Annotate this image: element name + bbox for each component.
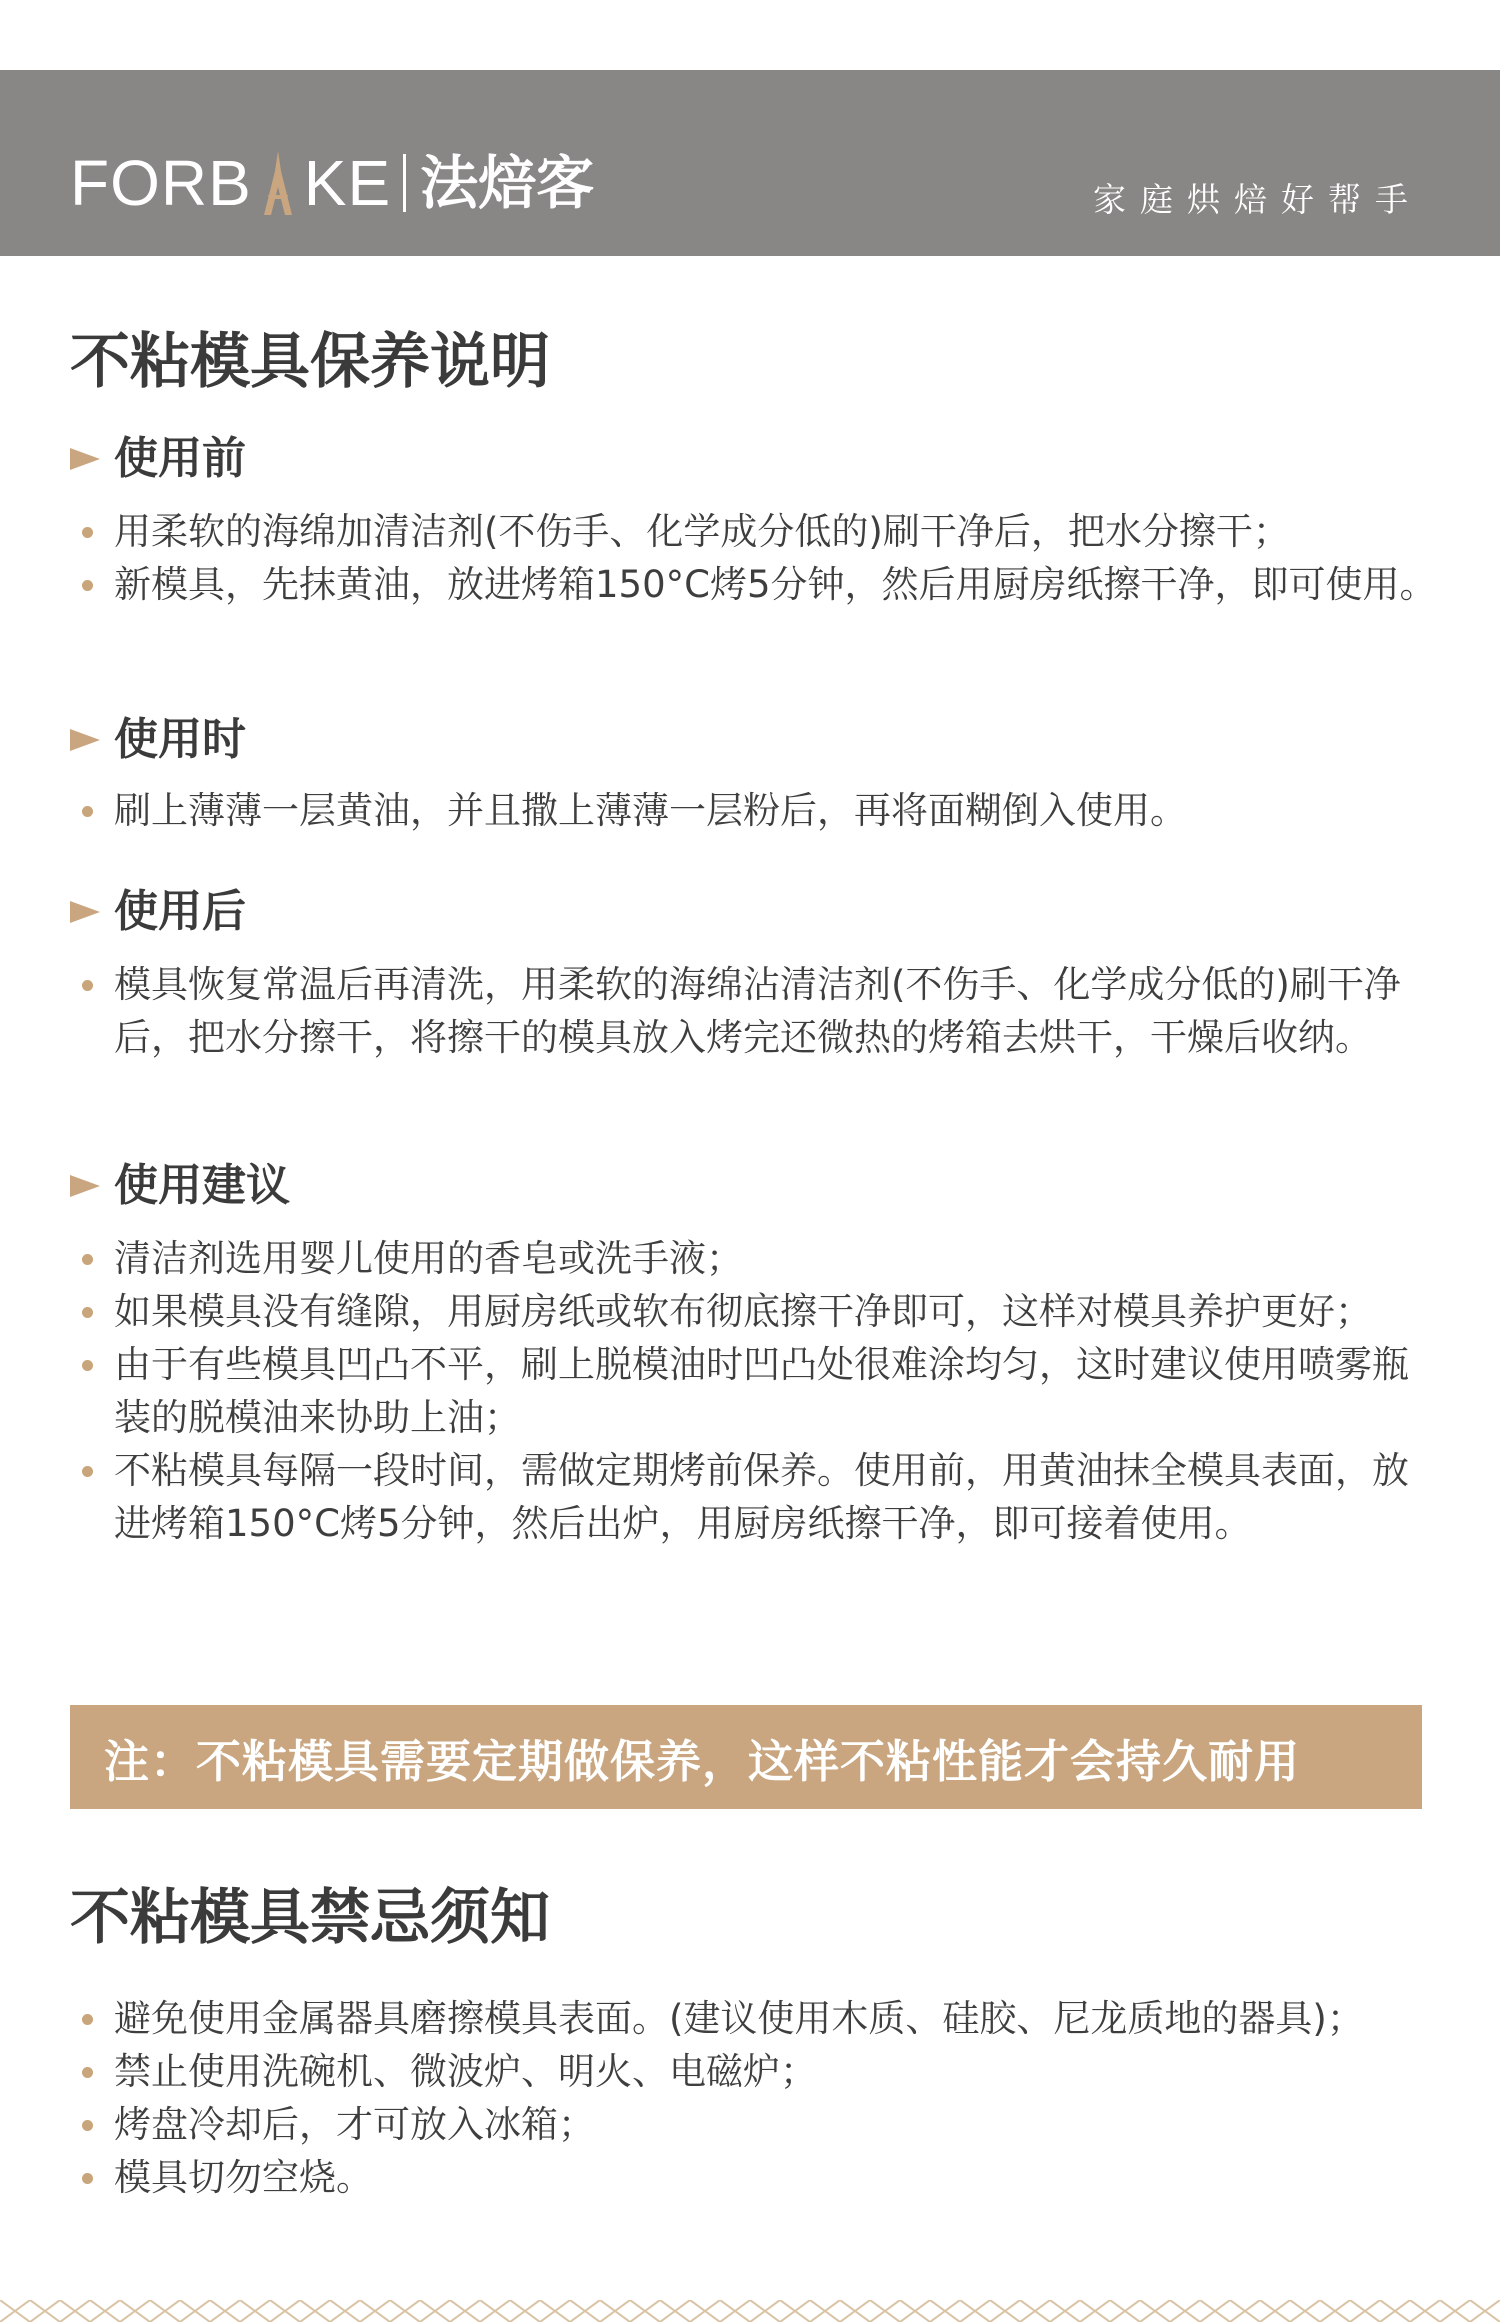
slogan: 家庭烘焙好帮手 (1093, 180, 1422, 219)
taboo-title: 不粘模具禁忌须知 (70, 1883, 550, 1953)
section-list-suggestions (82, 1232, 1442, 1550)
section-heading-label: 使用后 (114, 886, 246, 937)
list-item: 烤盘冷却后，才可放入冰箱； (82, 2098, 1442, 2151)
section-heading-label: 使用前 (114, 433, 246, 484)
eiffel-tower-icon (252, 151, 304, 215)
list-item: 如果模具没有缝隙，用厨房纸或软布彻底擦干净即可，这样对模具养护更好； (82, 1285, 1442, 1338)
section-heading-before-use (70, 433, 246, 484)
section-heading-label: 使用建议 (114, 1160, 290, 1211)
section-list-after-use (82, 958, 1442, 1064)
list-item: 避免使用金属器具磨擦模具表面。(建议使用木质、硅胶、尼龙质地的器具)； (82, 1992, 1442, 2045)
care-instructions-title: 不粘模具保养说明 (70, 327, 550, 397)
section-heading-after-use (70, 886, 246, 937)
maintenance-note-banner: 注：不粘模具需要定期做保养，这样不粘性能才会持久耐用 (70, 1705, 1422, 1809)
section-heading-label: 使用时 (114, 714, 246, 765)
triangle-bullet-icon (70, 729, 100, 751)
list-item: 清洁剂选用婴儿使用的香皂或洗手液； (82, 1232, 1442, 1285)
section-list-during-use (82, 784, 1442, 837)
list-item: 禁止使用洗碗机、微波炉、明火、电磁炉； (82, 2045, 1442, 2098)
triangle-bullet-icon (70, 901, 100, 923)
taboo-list (82, 1992, 1442, 2204)
brand-logo (70, 148, 594, 218)
triangle-bullet-icon (70, 1175, 100, 1197)
list-item: 刷上薄薄一层黄油，并且撒上薄薄一层粉后，再将面糊倒入使用。 (82, 784, 1442, 837)
list-item: 模具切勿空烧。 (82, 2151, 1442, 2204)
section-heading-suggestions (70, 1160, 290, 1211)
brand-separator (403, 154, 406, 212)
decorative-border-pattern (0, 2300, 1500, 2322)
brand-chinese-name: 法焙客 (420, 149, 595, 217)
section-heading-during-use (70, 714, 246, 765)
list-item: 不粘模具每隔一段时间，需做定期烤前保养。使用前，用黄油抹全模具表面，放进烤箱150°C烤5分钟，然后出炉，用厨房纸擦干净，即可接着使用。 (82, 1444, 1442, 1550)
list-item: 用柔软的海绵加清洁剂(不伤手、化学成分低的)刷干净后，把水分擦干； (82, 505, 1442, 558)
list-item: 新模具，先抹黄油，放进烤箱150°C烤5分钟，然后用厨房纸擦干净，即可使用。 (82, 558, 1442, 611)
list-item: 由于有些模具凹凸不平，刷上脱模油时凹凸处很难涂均匀，这时建议使用喷雾瓶装的脱模油来协助上油； (82, 1338, 1442, 1444)
section-list-before-use (82, 505, 1442, 611)
list-item: 模具恢复常温后再清洗，用柔软的海绵沾清洁剂(不伤手、化学成分低的)刷干净后，把水分擦干，将擦干的模具放入烤完还微热的烤箱去烘干，干燥后收纳。 (82, 958, 1442, 1064)
triangle-bullet-icon (70, 448, 100, 470)
brand-wordmark: FORB KE (70, 147, 392, 219)
